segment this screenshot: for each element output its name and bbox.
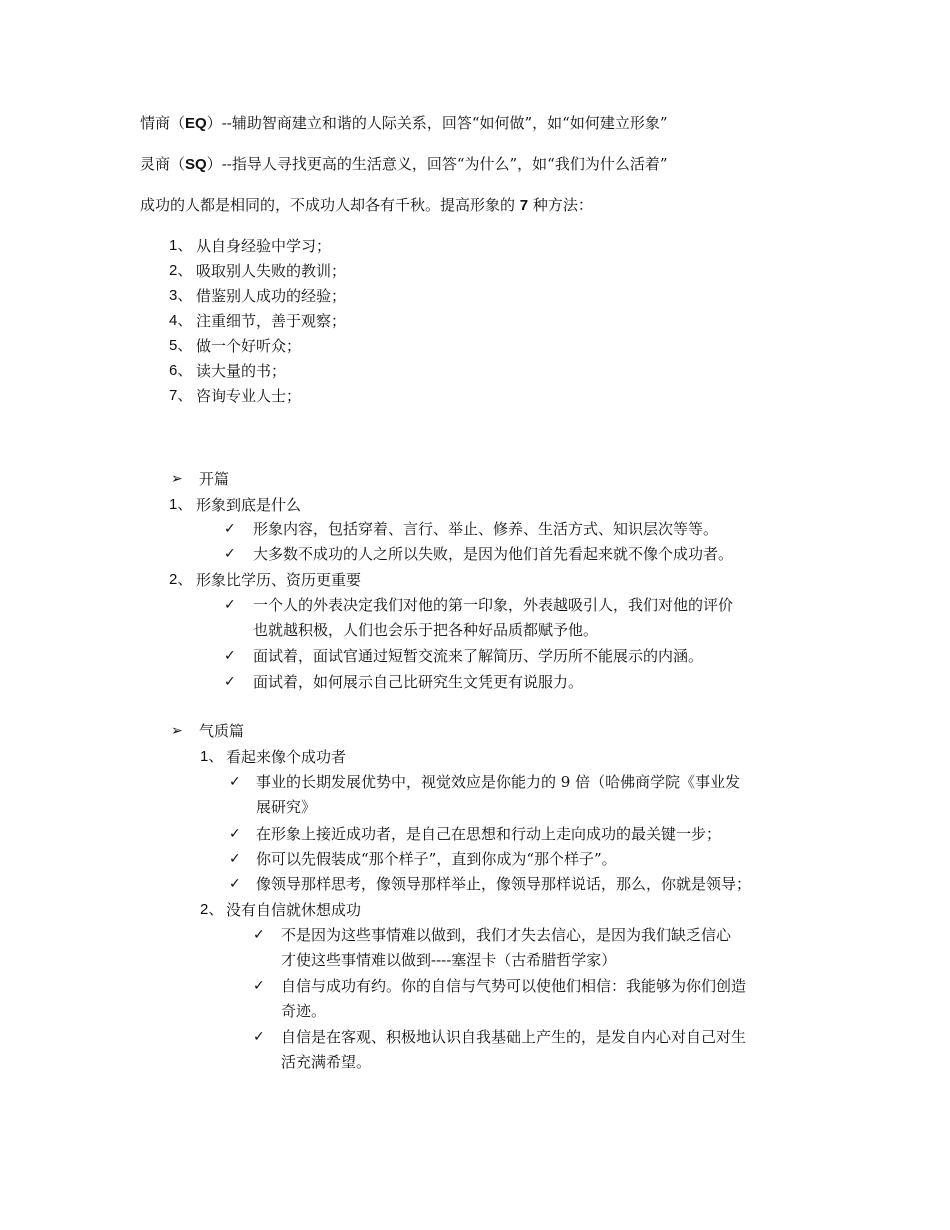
check-bullet-icon: ✓ bbox=[224, 674, 236, 690]
check-bullet-icon: ✓ bbox=[224, 648, 236, 664]
point-text: 在形象上接近成功者，是自己在思想和行动上走向成功的最关键一步； bbox=[256, 825, 722, 843]
arrow-bullet-icon: ➢ bbox=[171, 723, 183, 739]
check-bullet-icon: ✓ bbox=[224, 546, 236, 562]
check-bullet-icon: ✓ bbox=[224, 521, 236, 537]
eq-text: ）--辅助智商建立和谐的人际关系，回答“如何做”，如“如何建立形象” bbox=[206, 114, 668, 132]
point-text: 面试着，如何展示自己比研究生文凭更有说服力。 bbox=[253, 673, 584, 691]
method-text: 做一个好听众； bbox=[196, 337, 302, 355]
method-text: 咨询专业人士； bbox=[196, 387, 302, 405]
summary-after: 种方法： bbox=[528, 196, 593, 214]
subsection-title: 没有自信就休想成功 bbox=[226, 901, 362, 919]
check-bullet-icon: ✓ bbox=[229, 826, 241, 842]
method-number: 5、 bbox=[169, 337, 193, 354]
point-text: 你可以先假装成“那个样子”，直到你成为“那个样子”。 bbox=[256, 850, 617, 868]
point-text-continued: 也就越积极，人们也会乐于把各种好品质都赋予他。 bbox=[253, 621, 599, 639]
point-text-continued: 活充满希望。 bbox=[281, 1053, 372, 1071]
point-text: 事业的长期发展优势中，视觉效应是你能力的 9 倍（哈佛商学院《事业发 bbox=[256, 773, 741, 791]
point-text-continued: 奇迹。 bbox=[281, 1002, 327, 1020]
method-text: 读大量的书； bbox=[196, 362, 287, 380]
check-bullet-icon: ✓ bbox=[229, 774, 241, 790]
subsection-number: 2、 bbox=[169, 571, 193, 588]
section-heading: 开篇 bbox=[199, 470, 230, 488]
method-number: 7、 bbox=[169, 387, 193, 404]
arrow-bullet-icon: ➢ bbox=[171, 471, 183, 487]
check-bullet-icon: ✓ bbox=[253, 978, 265, 994]
point-text-continued: 才使这些事情难以做到----塞涅卡（古希腊哲学家） bbox=[281, 951, 617, 969]
check-bullet-icon: ✓ bbox=[229, 876, 241, 892]
point-text: 自信是在客观、积极地认识自我基础上产生的，是发自内心对自己对生 bbox=[281, 1028, 747, 1046]
point-text: 一个人的外表决定我们对他的第一印象，外表越吸引人，我们对他的评价 bbox=[253, 596, 734, 614]
method-number: 3、 bbox=[169, 287, 193, 304]
subsection-number: 1、 bbox=[200, 748, 224, 765]
summary-number: 7 bbox=[519, 197, 529, 214]
method-number: 2、 bbox=[169, 262, 193, 279]
check-bullet-icon: ✓ bbox=[224, 597, 236, 613]
sq-text: ）--指导人寻找更高的生活意义，回答“为什么”，如“我们为什么活着” bbox=[206, 155, 668, 173]
section-heading: 气质篇 bbox=[199, 722, 245, 740]
subsection-number: 2、 bbox=[200, 901, 224, 918]
subsection-number: 1、 bbox=[169, 496, 193, 513]
point-text: 面试着，面试官通过短暂交流来了解简历、学历所不能展示的内涵。 bbox=[253, 647, 704, 665]
sq-code: SQ bbox=[185, 156, 207, 173]
intro-sq-line bbox=[140, 153, 668, 175]
intro-summary-line bbox=[140, 194, 593, 216]
point-text: 自信与成功有约。你的自信与气势可以使他们相信：我能够为你们创造 bbox=[281, 977, 747, 995]
check-bullet-icon: ✓ bbox=[253, 927, 265, 943]
summary-before: 成功的人都是相同的，不成功人却各有千秋。提高形象的 bbox=[140, 196, 520, 214]
point-text: 大多数不成功的人之所以失败，是因为他们首先看起来就不像个成功者。 bbox=[253, 545, 734, 563]
point-text: 不是因为这些事情难以做到，我们才失去信心，是因为我们缺乏信心 bbox=[281, 926, 732, 944]
subsection-title: 看起来像个成功者 bbox=[226, 748, 347, 766]
method-text: 借鉴别人成功的经验； bbox=[196, 287, 347, 305]
method-number: 1、 bbox=[169, 237, 193, 254]
check-bullet-icon: ✓ bbox=[253, 1029, 265, 1045]
point-text-continued: 展研究》 bbox=[256, 798, 317, 816]
method-text: 注重细节，善于观察； bbox=[196, 312, 347, 330]
method-number: 4、 bbox=[169, 312, 193, 329]
eq-prefix: 情商（ bbox=[140, 114, 186, 132]
subsection-title: 形象比学历、资历更重要 bbox=[196, 571, 362, 589]
point-text: 形象内容，包括穿着、言行、举止、修养、生活方式、知识层次等等。 bbox=[253, 520, 719, 538]
method-text: 从自身经验中学习； bbox=[196, 237, 332, 255]
intro-eq-line bbox=[140, 112, 668, 134]
check-bullet-icon: ✓ bbox=[229, 851, 241, 867]
method-number: 6、 bbox=[169, 362, 193, 379]
eq-code: EQ bbox=[185, 115, 207, 132]
sq-prefix: 灵商（ bbox=[140, 155, 186, 173]
subsection-title: 形象到底是什么 bbox=[196, 496, 302, 514]
point-text: 像领导那样思考，像领导那样举止，像领导那样说话，那么，你就是领导； bbox=[256, 875, 752, 893]
method-text: 吸取别人失败的教训； bbox=[196, 262, 347, 280]
